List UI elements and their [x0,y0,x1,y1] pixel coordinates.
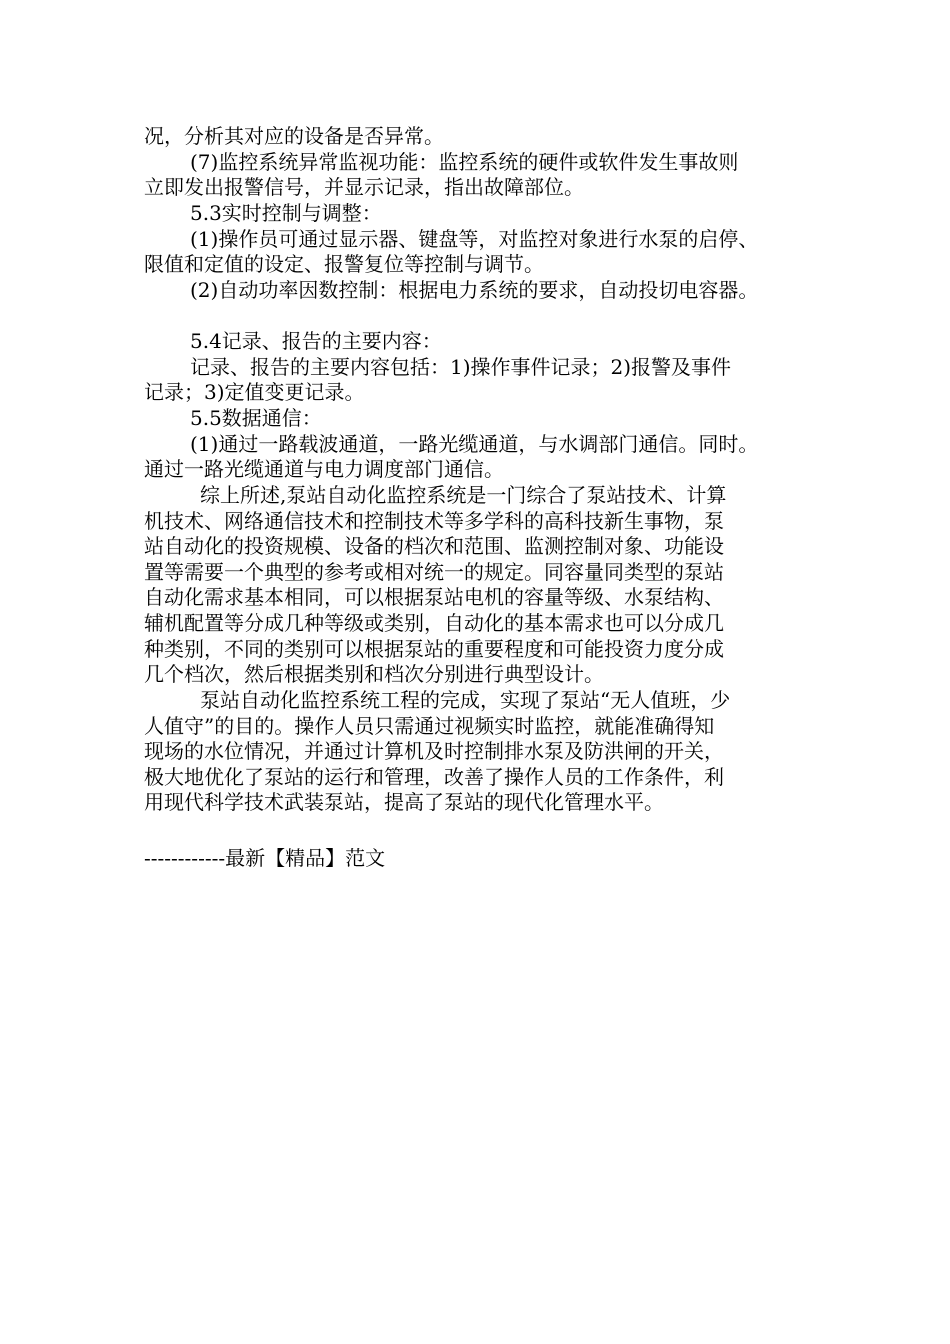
text-line: 立即发出报警信号，并显示记录，指出故障部位。 [144,175,584,199]
section-heading: 5.4记录、报告的主要内容： [190,329,442,353]
section-heading: 5.5数据通信： [190,406,322,430]
text-line: 记录；3)定值变更记录。 [144,380,365,404]
text-line: 自动化需求基本相同，可以根据泵站电机的容量等级、水泵结构、 [144,585,724,609]
text-line: 通过一路光缆通道与电力调度部门通信。 [144,457,504,481]
footer-tagline: ------------最新【精品】范文 [144,846,386,870]
text-line: 泵站自动化监控系统工程的完成，实现了泵站“无人值班，少 [200,688,731,712]
text-line: 辅机配置等分成几种等级或类别，自动化的基本需求也可以分成几 [144,611,724,635]
text-line: 综上所述,泵站自动化监控系统是一门综合了泵站技术、计算 [200,483,727,507]
text-line: 现场的水位情况，并通过计算机及时控制排水泵及防洪闸的开关， [144,739,724,763]
text-line: 机技术、网络通信技术和控制技术等多学科的高科技新生事物，泵 [144,509,724,533]
text-line: (7)监控系统异常监视功能：监控系统的硬件或软件发生事故则 [190,150,739,174]
text-line: 记录、报告的主要内容包括：1)操作事件记录；2)报警及事件 [190,355,732,379]
text-line: 人值守”的目的。操作人员只需通过视频实时监控，就能准确得知 [144,714,715,738]
text-line: 用现代科学技术武装泵站，提高了泵站的现代化管理水平。 [144,790,664,814]
text-line: 置等需要一个典型的参考或相对统一的规定。同容量同类型的泵站 [144,560,724,584]
text-line: (1)通过一路载波通道，一路光缆通道，与水调部门通信。同时。 [190,432,759,456]
text-line: 限值和定值的设定、报警复位等控制与调节。 [144,252,544,276]
text-line: 几个档次，然后根据类别和档次分别进行典型设计。 [144,662,604,686]
section-heading: 5.3实时控制与调整： [190,201,382,225]
text-line: 站自动化的投资规模、设备的档次和范围、监测控制对象、功能设 [144,534,724,558]
text-line: (2)自动功率因数控制：根据电力系统的要求，自动投切电容器。 [190,278,759,302]
text-line: 极大地优化了泵站的运行和管理，改善了操作人员的工作条件，利 [144,765,724,789]
text-line: (1)操作员可通过显示器、键盘等，对监控对象进行水泵的启停、 [190,227,759,251]
text-line: 况，分析其对应的设备是否异常。 [144,124,444,148]
text-line: 种类别，不同的类别可以根据泵站的重要程度和可能投资力度分成 [144,637,724,661]
